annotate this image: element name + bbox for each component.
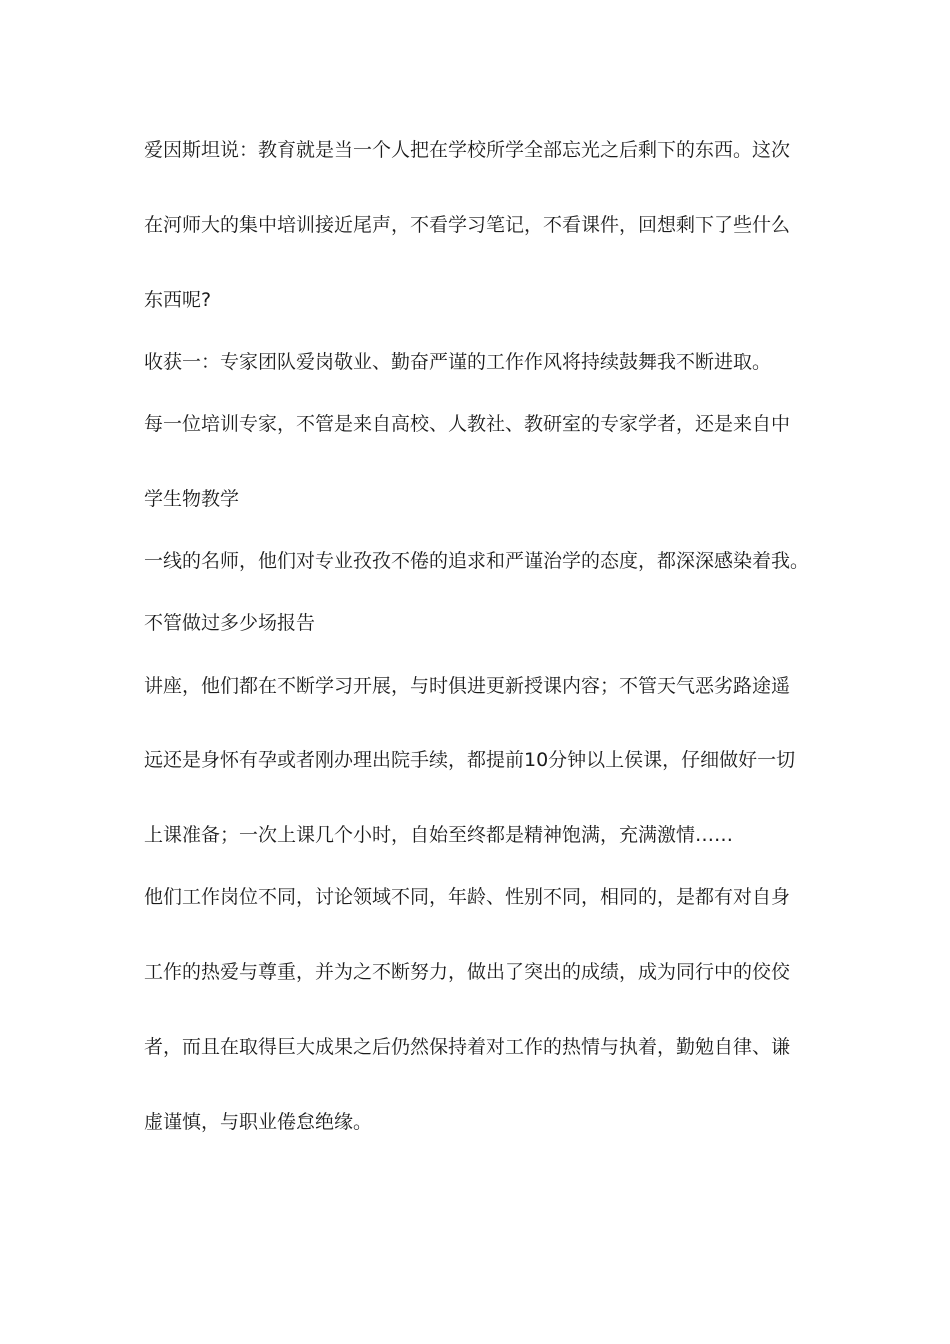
text-line: 虚谨慎，与职业倦怠绝缘。: [144, 1111, 373, 1133]
text-line: 上课准备；一次上课几个小时，自始至终都是精神饱满，充满激情……: [144, 824, 734, 846]
text-line: 不管做过多少场报告: [144, 612, 316, 634]
text-line: 他们工作岗位不同，讨论领域不同，年龄、性别不同，相同的，是都有对自身: [144, 886, 791, 908]
text-line: 者，而且在取得巨大成果之后仍然保持着对工作的热情与执着，勤勉自律、谦: [144, 1036, 791, 1058]
text-line: 收获一：专家团队爱岗敬业、勤奋严谨的工作作风将持续鼓舞我不断进取。: [144, 351, 772, 373]
text-line: 一线的名师，他们对专业孜孜不倦的追求和严谨治学的态度，都深深感染着我。: [144, 550, 810, 572]
text-line: 爱因斯坦说：教育就是当一个人把在学校所学全部忘光之后剩下的东西。这次: [144, 139, 791, 161]
text-line: 远还是身怀有孕或者刚办理出院手续，都提前10分钟以上侯课，仔细做好一切: [144, 749, 796, 771]
text-line: 讲座，他们都在不断学习开展，与时俱进更新授课内容；不管天气恶劣路途遥: [144, 675, 791, 697]
text-line: 工作的热爱与尊重，并为之不断努力，做出了突出的成绩，成为同行中的佼佼: [144, 961, 791, 983]
text-line: 每一位培训专家，不管是来自高校、人教社、教研室的专家学者，还是来自中: [144, 413, 791, 435]
text-line: 东西呢?: [144, 289, 212, 311]
text-line: 在河师大的集中培训接近尾声，不看学习笔记，不看课件，回想剩下了些什么: [144, 214, 791, 236]
text-line: 学生物教学: [144, 488, 240, 510]
